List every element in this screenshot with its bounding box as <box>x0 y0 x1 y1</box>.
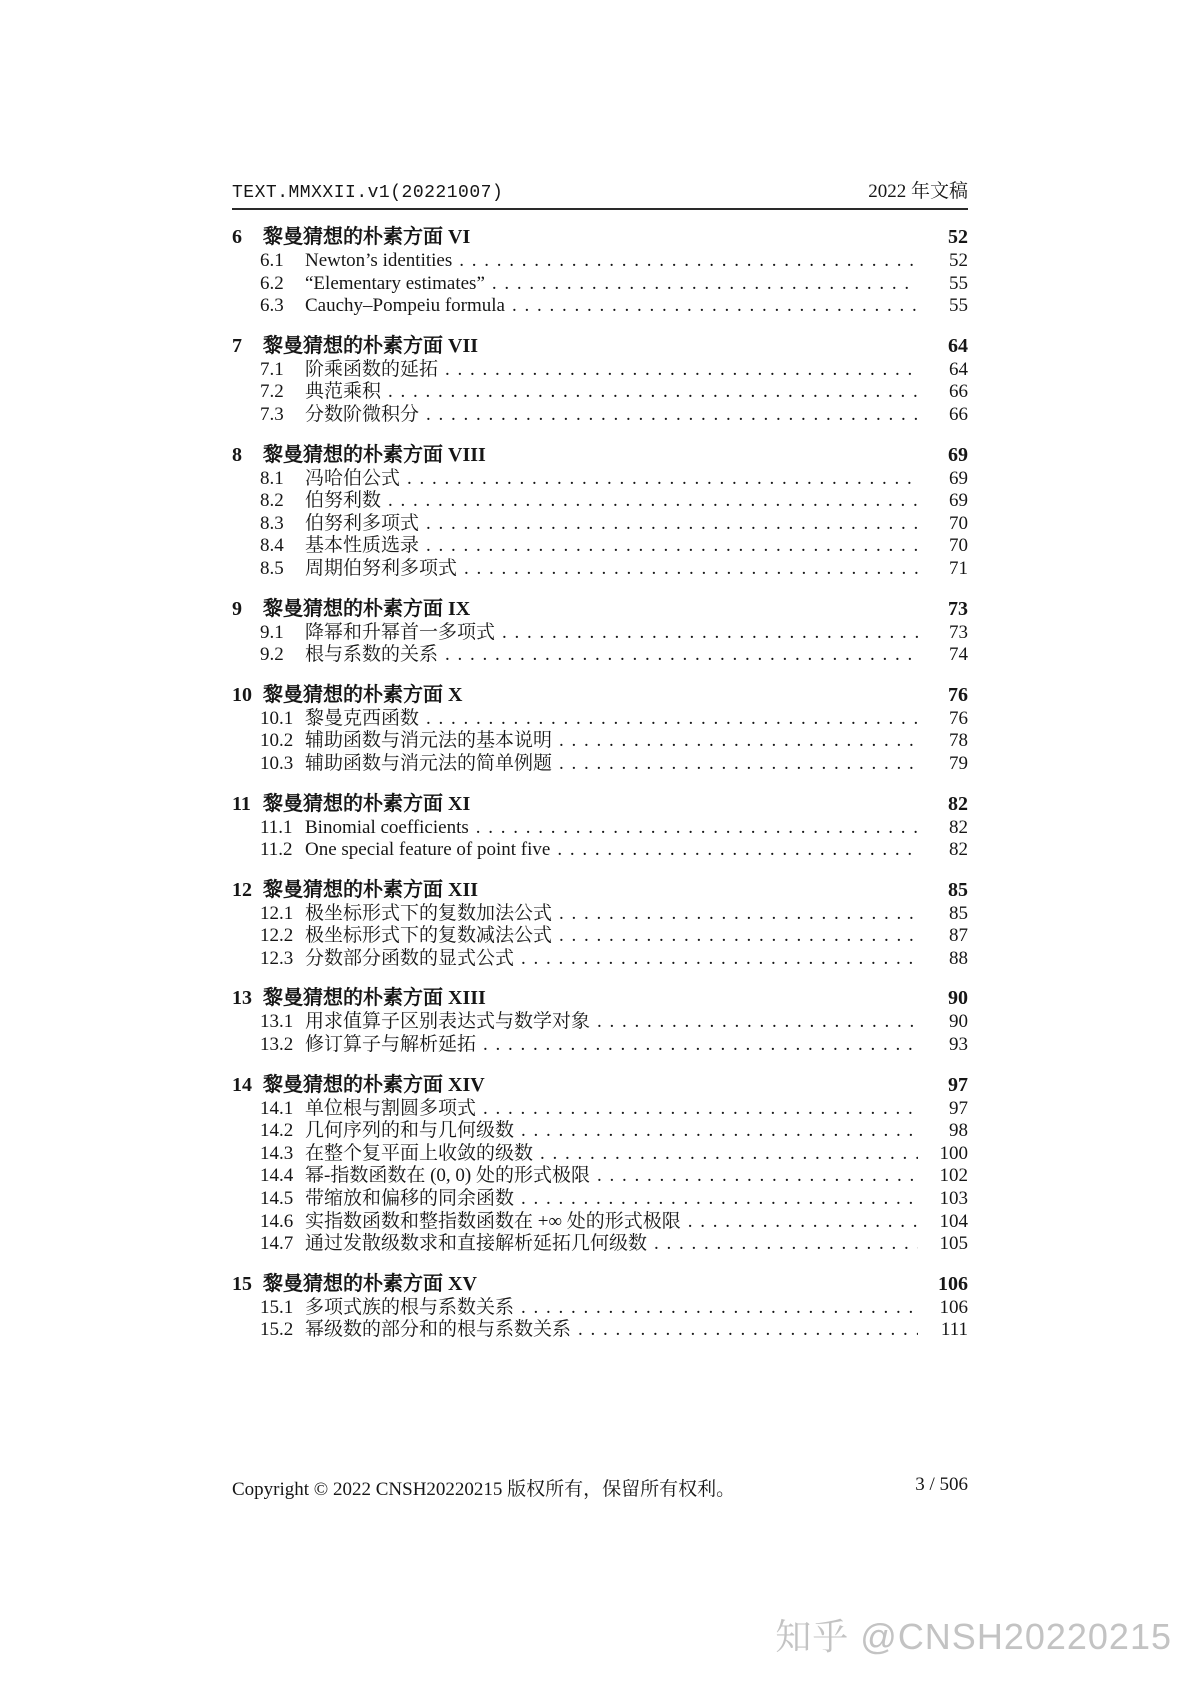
toc-section-heading <box>232 682 968 708</box>
dot-leader <box>597 1011 918 1034</box>
toc-entry-number: 9.2 <box>260 644 284 666</box>
toc-entry <box>232 1098 968 1121</box>
toc-entry <box>232 817 968 840</box>
toc-entry <box>232 1120 968 1143</box>
dot-leader <box>388 381 918 404</box>
toc-entry-page: 70 <box>949 535 968 557</box>
toc-section <box>232 791 968 862</box>
toc-entry-title: 周期伯努利多项式 <box>305 557 458 579</box>
toc-entry-number: 6.2 <box>260 272 284 294</box>
toc-section-number: 12 <box>232 878 252 901</box>
toc-section-page: 82 <box>948 792 968 815</box>
toc-entry-title: 多项式族的根与系数关系 <box>305 1296 515 1318</box>
toc-entry-title: 几何序列的和与几何级数 <box>305 1120 515 1142</box>
toc-section <box>232 1271 968 1342</box>
toc-entry <box>232 535 968 558</box>
toc-section <box>232 596 968 667</box>
toc-entry-title: 幂-指数函数在 (0, 0) 处的形式极限 <box>305 1165 590 1187</box>
toc-section-title: 黎曼猜想的朴素方面 XIII <box>263 987 486 1010</box>
toc-section-number: 10 <box>232 683 252 706</box>
dot-leader <box>521 1297 918 1320</box>
toc-section <box>232 877 968 971</box>
toc-entry-title: 阶乘函数的延拓 <box>305 358 439 380</box>
dot-leader <box>521 1188 918 1211</box>
toc-entry-page: 79 <box>949 752 968 774</box>
toc-entry-title: “Elementary estimates” <box>305 272 485 294</box>
toc-entry <box>232 925 968 948</box>
toc-section-page: 64 <box>948 334 968 357</box>
toc-entry-page: 106 <box>939 1296 968 1318</box>
toc-entry-title: 伯努利数 <box>305 490 382 512</box>
dot-leader <box>559 753 918 776</box>
toc-section-heading <box>232 333 968 359</box>
toc-entry <box>232 273 968 296</box>
toc-entry-number: 8.4 <box>260 535 284 557</box>
toc-entry-number: 14.2 <box>260 1120 294 1142</box>
toc-entry-page: 66 <box>949 381 968 403</box>
toc-section-heading <box>232 224 968 250</box>
dot-leader <box>426 513 918 536</box>
toc-entry-page: 85 <box>949 902 968 924</box>
toc-entry <box>232 558 968 581</box>
dot-leader <box>476 817 918 840</box>
toc-entry-page: 55 <box>949 295 968 317</box>
toc-section-entries <box>232 1098 968 1256</box>
dot-leader <box>492 273 918 296</box>
toc-entry <box>232 708 968 731</box>
toc-entry-number: 6.3 <box>260 295 284 317</box>
toc-section-number: 7 <box>232 334 242 357</box>
toc-entry-number: 7.1 <box>260 358 284 380</box>
toc-entry-page: 90 <box>949 1011 968 1033</box>
toc-entry-number: 14.6 <box>260 1210 294 1232</box>
toc-entry-page: 70 <box>949 512 968 534</box>
toc-entry <box>232 753 968 776</box>
toc-entry-title: 降幂和升幂首一多项式 <box>305 621 496 643</box>
toc-entry <box>232 948 968 971</box>
dot-leader <box>512 295 918 318</box>
page-footer <box>232 1474 968 1501</box>
toc-entry-title: 修订算子与解析延拓 <box>305 1034 477 1056</box>
toc-section-page: 106 <box>938 1272 968 1295</box>
toc-entry-number: 13.2 <box>260 1034 294 1056</box>
toc-section-title: 黎曼猜想的朴素方面 VIII <box>263 443 486 466</box>
toc-entry <box>232 1297 968 1320</box>
toc-entry-title: 典范乘积 <box>305 381 382 403</box>
toc-section <box>232 1072 968 1256</box>
toc-entry-page: 73 <box>949 621 968 643</box>
toc-section <box>232 682 968 776</box>
toc-entry <box>232 839 968 862</box>
toc-entry <box>232 381 968 404</box>
toc-entry-title: Binomial coefficients <box>305 816 469 838</box>
toc-entry <box>232 359 968 382</box>
toc-entry-number: 15.2 <box>260 1319 294 1341</box>
zhihu-watermark: 知乎 @CNSH20220215 <box>775 1616 1172 1657</box>
dot-leader <box>521 948 918 971</box>
toc-entry-number: 11.1 <box>260 816 293 838</box>
toc-section-number: 11 <box>232 792 251 815</box>
dot-leader <box>407 468 918 491</box>
toc-section-heading <box>232 1072 968 1098</box>
toc-entry-title: 极坐标形式下的复数减法公式 <box>305 925 553 947</box>
toc-entry <box>232 1233 968 1256</box>
toc-entry-title: 用求值算子区别表达式与数学对象 <box>305 1011 591 1033</box>
toc-entry-title: 辅助函数与消元法的简单例题 <box>305 752 553 774</box>
toc-entry-number: 12.3 <box>260 947 294 969</box>
toc-entry-title: 分数部分函数的显式公式 <box>305 947 515 969</box>
header-document-label: 2022 年文稿 <box>868 181 968 202</box>
toc-section-entries <box>232 1011 968 1056</box>
toc-section-number: 13 <box>232 987 252 1010</box>
toc-section-number: 6 <box>232 226 242 248</box>
toc-section-heading <box>232 442 968 468</box>
toc-entry-number: 8.1 <box>260 467 284 489</box>
toc-entry <box>232 903 968 926</box>
toc-entry-number: 14.1 <box>260 1097 294 1119</box>
toc-entry-page: 105 <box>939 1233 968 1255</box>
toc-section-page: 76 <box>948 683 968 706</box>
toc-entry-number: 6.1 <box>260 250 284 271</box>
toc-entry-number: 14.5 <box>260 1188 294 1210</box>
toc-entry-page: 52 <box>949 250 968 271</box>
toc-section-title: 黎曼猜想的朴素方面 VII <box>263 334 479 357</box>
toc-entry-number: 8.3 <box>260 512 284 534</box>
toc-section-heading <box>232 791 968 817</box>
dot-leader <box>688 1211 918 1234</box>
toc-section-title: 黎曼猜想的朴素方面 XI <box>263 792 471 815</box>
toc-entry-page: 76 <box>949 707 968 729</box>
dot-leader <box>540 1143 918 1166</box>
toc-section-entries <box>232 622 968 667</box>
dot-leader <box>521 1120 918 1143</box>
toc-entry-number: 7.2 <box>260 381 284 403</box>
toc-section-title: 黎曼猜想的朴素方面 IX <box>263 597 471 620</box>
toc-entry-number: 10.1 <box>260 707 294 729</box>
toc-section <box>232 224 968 318</box>
toc-entry <box>232 513 968 536</box>
toc-entry-page: 111 <box>940 1319 968 1341</box>
toc-entry-title: 辅助函数与消元法的基本说明 <box>305 730 553 752</box>
toc-section-entries <box>232 1297 968 1342</box>
toc-entry-number: 9.1 <box>260 621 284 643</box>
toc-entry-number: 14.4 <box>260 1165 294 1187</box>
toc-section-page: 73 <box>948 597 968 620</box>
toc-section-page: 90 <box>948 987 968 1010</box>
toc-entry-page: 82 <box>949 816 968 838</box>
dot-leader <box>426 535 918 558</box>
toc-entry-title: One special feature of point five <box>305 839 551 861</box>
toc-entry-page: 98 <box>949 1120 968 1142</box>
toc-entry <box>232 1143 968 1166</box>
toc-entry-number: 10.2 <box>260 730 294 752</box>
dot-leader <box>445 359 918 382</box>
toc-section-title: 黎曼猜想的朴素方面 VI <box>263 226 471 248</box>
toc-entry-title: 实指数函数和整指数函数在 +∞ 处的形式极限 <box>305 1210 681 1232</box>
toc-entry-title: 通过发散级数求和直接解析延拓几何级数 <box>305 1233 648 1255</box>
toc-entry-title: 冯哈伯公式 <box>305 467 401 489</box>
dot-leader <box>502 622 918 645</box>
toc-entry <box>232 250 968 273</box>
toc-section-number: 9 <box>232 597 242 620</box>
toc-entry <box>232 404 968 427</box>
toc-section-entries <box>232 250 968 318</box>
toc-entry-number: 7.3 <box>260 403 284 425</box>
toc-section-heading <box>232 877 968 903</box>
toc-section-page: 97 <box>948 1073 968 1096</box>
toc-section <box>232 985 968 1056</box>
dot-leader <box>597 1165 918 1188</box>
header-document-id: TEXT.MMXXII.v1(20221007) <box>232 183 504 203</box>
toc-entry-title: 幂级数的部分和的根与系数关系 <box>305 1319 572 1341</box>
dot-leader <box>459 250 918 273</box>
toc-entry-page: 93 <box>949 1034 968 1056</box>
toc-entry-page: 55 <box>949 272 968 294</box>
dot-leader <box>483 1098 918 1121</box>
dot-leader <box>483 1034 918 1057</box>
page-number-indicator: 3 / 506 <box>915 1474 968 1495</box>
toc-entry-number: 15.1 <box>260 1296 294 1318</box>
toc-entry-page: 103 <box>939 1188 968 1210</box>
toc-section-title: 黎曼猜想的朴素方面 XIV <box>263 1073 485 1096</box>
toc-section-heading <box>232 596 968 622</box>
toc-entry-title: 伯努利多项式 <box>305 512 420 534</box>
toc-entry <box>232 1165 968 1188</box>
toc-section-entries <box>232 708 968 776</box>
toc <box>232 224 968 1342</box>
toc-entry <box>232 1011 968 1034</box>
toc-entry <box>232 1188 968 1211</box>
toc-entry <box>232 1211 968 1234</box>
toc-entry-number: 14.3 <box>260 1142 294 1164</box>
toc-entry-number: 8.2 <box>260 490 284 512</box>
toc-entry <box>232 730 968 753</box>
toc-section <box>232 333 968 427</box>
toc-entry-title: Newton’s identities <box>305 250 453 271</box>
dot-leader <box>464 558 918 581</box>
toc-entry-page: 82 <box>949 839 968 861</box>
toc-entry-title: 单位根与割圆多项式 <box>305 1097 477 1119</box>
toc-entry-page: 74 <box>949 644 968 666</box>
toc-section-number: 14 <box>232 1073 252 1096</box>
toc-section-page: 85 <box>948 878 968 901</box>
dot-leader <box>559 925 918 948</box>
toc-entry-number: 10.3 <box>260 752 294 774</box>
toc-entry-page: 104 <box>939 1210 968 1232</box>
toc-entry <box>232 622 968 645</box>
dot-leader <box>559 903 918 926</box>
toc-entry-title: Cauchy–Pompeiu formula <box>305 295 505 317</box>
toc-entry-title: 基本性质选录 <box>305 535 420 557</box>
toc-entry-page: 100 <box>939 1142 968 1164</box>
toc-section-entries <box>232 903 968 971</box>
toc-entry-title: 带缩放和偏移的同余函数 <box>305 1188 515 1210</box>
toc-entry <box>232 1319 968 1342</box>
toc-section-title: 黎曼猜想的朴素方面 X <box>263 683 463 706</box>
toc-section-page: 69 <box>948 443 968 466</box>
toc-entry-page: 87 <box>949 925 968 947</box>
dot-leader <box>426 708 918 731</box>
toc-entry-number: 12.2 <box>260 925 294 947</box>
toc-section-entries <box>232 817 968 862</box>
toc-section-title: 黎曼猜想的朴素方面 XV <box>263 1272 477 1295</box>
toc-section-number: 15 <box>232 1272 252 1295</box>
toc-entry-number: 12.1 <box>260 902 294 924</box>
toc-section-number: 8 <box>232 443 242 466</box>
toc-entry-number: 13.1 <box>260 1011 294 1033</box>
toc-entry <box>232 490 968 513</box>
toc-entry-number: 11.2 <box>260 839 293 861</box>
running-header <box>232 176 968 210</box>
toc-entry-title: 在整个复平面上收敛的级数 <box>305 1142 534 1164</box>
toc-entry-page: 64 <box>949 358 968 380</box>
toc-section-heading <box>232 1271 968 1297</box>
toc-section-page: 52 <box>948 226 968 248</box>
toc-entry <box>232 295 968 318</box>
toc-section-entries <box>232 359 968 427</box>
toc-entry <box>232 644 968 667</box>
toc-entry-page: 88 <box>949 947 968 969</box>
toc-entry-page: 97 <box>949 1097 968 1119</box>
toc-entry-page: 66 <box>949 403 968 425</box>
copyright-notice: Copyright © 2022 CNSH20220215 版权所有，保留所有权利。 <box>232 1479 736 1500</box>
dot-leader <box>388 490 918 513</box>
toc-entry-page: 69 <box>949 490 968 512</box>
toc-entry-page: 102 <box>939 1165 968 1187</box>
toc-entry-title: 根与系数的关系 <box>305 644 439 666</box>
toc-section-heading <box>232 985 968 1011</box>
toc-section-entries <box>232 468 968 581</box>
dot-leader <box>557 839 918 862</box>
toc-entry-page: 71 <box>949 557 968 579</box>
toc-entry <box>232 468 968 491</box>
toc-entry-title: 黎曼克西函数 <box>305 707 420 729</box>
toc-section <box>232 442 968 581</box>
toc-entry-page: 69 <box>949 467 968 489</box>
toc-entry <box>232 1034 968 1057</box>
toc-entry-title: 分数阶微积分 <box>305 403 420 425</box>
dot-leader <box>654 1233 918 1256</box>
toc-entry-page: 78 <box>949 730 968 752</box>
toc-entry-title: 极坐标形式下的复数加法公式 <box>305 902 553 924</box>
dot-leader <box>559 730 918 753</box>
dot-leader <box>578 1319 918 1342</box>
toc-entry-number: 14.7 <box>260 1233 294 1255</box>
dot-leader <box>426 404 918 427</box>
dot-leader <box>445 644 918 667</box>
toc-entry-number: 8.5 <box>260 557 284 579</box>
toc-section-title: 黎曼猜想的朴素方面 XII <box>263 878 479 901</box>
